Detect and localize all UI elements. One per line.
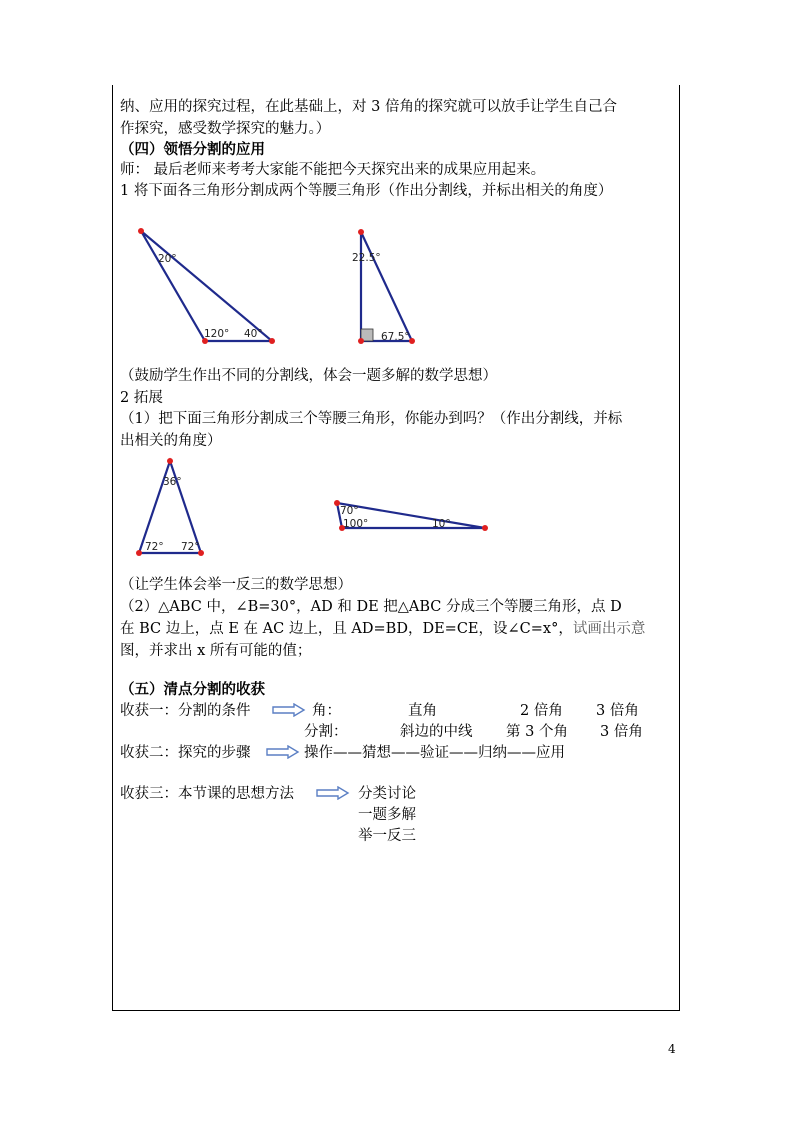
task-2-line-2: 出相关的角度） xyxy=(120,433,222,449)
gain-1-row-2-label: 分割： xyxy=(304,724,348,740)
intro-line-2: 作探究，感受数学探究的魅力。） xyxy=(120,121,331,137)
vertex xyxy=(167,458,173,464)
note-2: （让学生体会举一反三的数学思想） xyxy=(120,577,352,593)
extend-title: 2 拓展 xyxy=(120,390,163,406)
task-3-line-2 xyxy=(120,619,645,639)
gain-1-row-2-item: 斜边的中线 xyxy=(400,724,473,740)
right-arrow-icon xyxy=(266,745,300,759)
vertex xyxy=(482,525,488,531)
vertex xyxy=(409,338,415,344)
triangle-3-shape xyxy=(139,461,201,553)
angle-label: 120° xyxy=(204,328,230,340)
angle-label: 70° xyxy=(340,505,359,517)
angle-label: 100° xyxy=(343,518,369,530)
triangle-figure-3 xyxy=(130,455,220,565)
vertex xyxy=(358,229,364,235)
task-3-line-2-tail: 试画出示意 xyxy=(572,621,646,637)
section-5-title: （五）清点分割的收获 xyxy=(120,681,265,698)
angle-label: 22.5° xyxy=(352,252,381,264)
task-3-line-2-main: 在 BC 边上，点 E 在 AC 边上，且 AD=BD，DE=CE，设∠C=x°， xyxy=(120,621,573,637)
gain-3-label: 收获三：本节课的思想方法 xyxy=(120,786,294,802)
gain-1-row-2-item: 3 倍角 xyxy=(600,724,643,740)
angle-label: 20° xyxy=(158,253,177,265)
gain-1-row-1-item: 2 倍角 xyxy=(520,703,563,719)
task-2-line-1: （1）把下面三角形分割成三个等腰三角形，你能办到吗？（作出分割线，并标 xyxy=(120,411,623,427)
intro-line-1: 纳、应用的探究过程，在此基础上，对 3 倍角的探究就可以放手让学生自己合 xyxy=(120,99,617,115)
triangle-figure-4 xyxy=(328,490,498,540)
triangle-2-shape xyxy=(361,232,412,341)
angle-label: 10° xyxy=(432,518,451,530)
section-4-title: （四）领悟分割的应用 xyxy=(120,141,265,158)
task-3-line-1: （2）△ABC 中，∠B=30°，AD 和 DE 把△ABC 分成三个等腰三角形，点 D xyxy=(120,599,622,615)
gain-1-row-1-item: 直角 xyxy=(408,703,437,719)
teacher-line: 师： 最后老师来考考大家能不能把今天探究出来的成果应用起来。 xyxy=(120,162,546,178)
vertex xyxy=(269,338,275,344)
triangle-figure-1 xyxy=(130,222,290,352)
task-1-text: 1 将下面各三角形分割成两个等腰三角形（作出分割线，并标出相关的角度） xyxy=(120,183,613,199)
triangle-figure-2 xyxy=(350,222,430,352)
page-number: 4 xyxy=(668,1042,676,1056)
vertex xyxy=(358,338,364,344)
gain-2-text: 操作——猜想——验证——归纳——应用 xyxy=(304,745,565,761)
gain-1-row-2-item: 第 3 个角 xyxy=(506,724,568,740)
gain-3-item: 分类讨论 xyxy=(358,786,416,802)
gain-2-label: 收获二：探究的步骤 xyxy=(120,745,251,761)
angle-label: 67.5° xyxy=(381,331,410,343)
triangle-1-shape xyxy=(141,231,272,341)
gain-1-label: 收获一：分割的条件 xyxy=(120,703,251,719)
right-arrow-icon xyxy=(272,703,306,717)
angle-label: 36° xyxy=(163,476,182,488)
vertex xyxy=(138,228,144,234)
angle-label: 72° xyxy=(145,541,164,553)
vertex xyxy=(136,550,142,556)
angle-label: 72° xyxy=(181,541,200,553)
task-3-line-3: 图，并求出 x 所有可能的值； xyxy=(120,643,312,659)
angle-label: 40° xyxy=(244,328,263,340)
note-1: （鼓励学生作出不同的分割线，体会一题多解的数学思想） xyxy=(120,368,497,384)
gain-1-row-1-item: 3 倍角 xyxy=(596,703,639,719)
gain-3-item: 一题多解 xyxy=(358,807,416,823)
gain-1-row-1-label: 角： xyxy=(312,703,341,719)
right-arrow-icon xyxy=(316,786,350,800)
gain-3-item: 举一反三 xyxy=(358,828,416,844)
